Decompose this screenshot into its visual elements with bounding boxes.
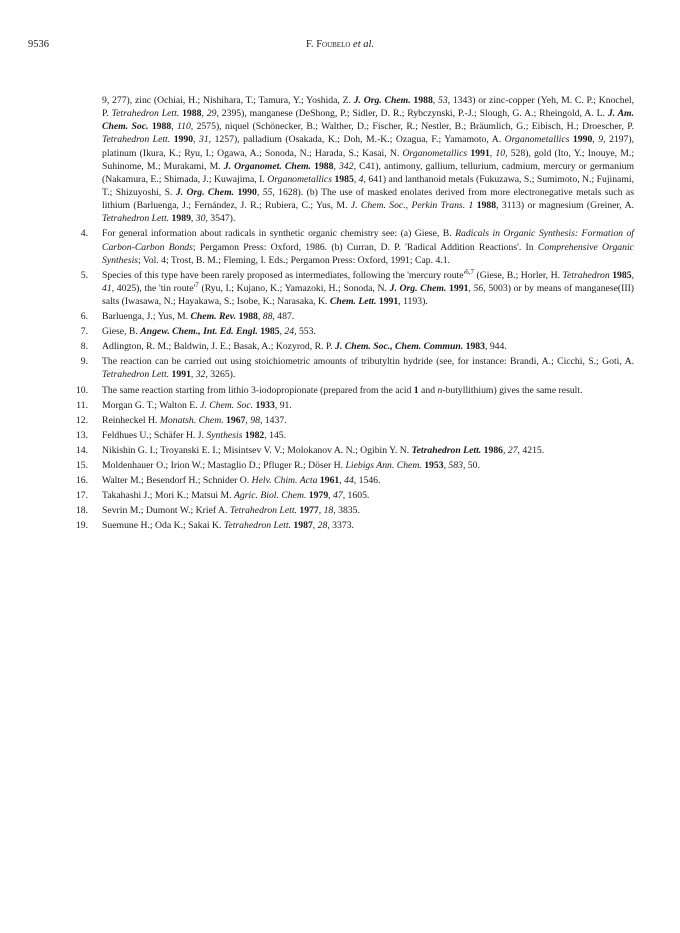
reference-segment: , xyxy=(489,147,496,159)
reference-item xyxy=(66,489,634,502)
reference-segment: 1987 xyxy=(293,519,313,531)
reference-number: 11. xyxy=(76,399,88,411)
reference-text xyxy=(102,384,634,397)
reference-segment: , xyxy=(256,187,263,199)
reference-number: 14. xyxy=(75,444,88,456)
reference-segment: , xyxy=(193,134,199,146)
reference-segment: , 4215. xyxy=(517,444,545,456)
reference-segment: , 1257), palladium (Osakada, K.; Doh, M.-K.; Ozagua, F.; Yamamoto, A. xyxy=(208,134,505,146)
reference-segment: Moldenhauer O.; Irion W.; Mastaglio D.; Pfluger R.; Döser H. xyxy=(102,459,346,471)
reference-number: 6. xyxy=(80,311,88,323)
author-initial: F. xyxy=(305,39,317,50)
reference-item xyxy=(66,227,634,266)
reference-text xyxy=(102,340,634,353)
reference-segment: Organometallics xyxy=(267,173,332,185)
reference-segment: Takahashi J.; Mori K.; Matsui M. xyxy=(102,489,234,501)
reference-segment: Nikishin G. I.; Troyanski E. I.; Misintsev V. V.; Molokanov A. N.; Ogibin Y. N. xyxy=(102,444,412,456)
reference-segment: , xyxy=(443,459,449,471)
reference-segment: Tetrahedron Lett. xyxy=(102,213,170,225)
reference-segment: , xyxy=(245,414,251,426)
reference-number: 10. xyxy=(75,384,88,396)
reference-segment: J. Am. Chem. Soc. xyxy=(102,108,635,133)
reference-segment: 24 xyxy=(284,326,295,338)
reference-segment: 31 xyxy=(198,134,209,146)
reference-segment: Tetrahedron Lett. xyxy=(102,369,170,381)
reference-segment: Comprehensive Organic Synthesis xyxy=(102,241,634,266)
reference-number: 15. xyxy=(75,459,88,471)
reference-segment: , 50. xyxy=(462,459,480,471)
reference-text xyxy=(102,355,634,381)
reference-segment: 29 xyxy=(206,108,217,120)
author-surname: Foubelo xyxy=(316,39,351,50)
reference-segment: , 1343) or zinc-copper (Yeh, M. C. P.; Knochel, P. xyxy=(102,95,634,120)
reference-segment: Tetrahedron Lett. xyxy=(102,134,171,146)
reference-segment: Helv. Chim. Acta xyxy=(251,474,318,486)
reference-text xyxy=(102,269,634,308)
reference-segment: 10 xyxy=(495,147,506,159)
reference-segment: 1990 xyxy=(237,187,257,199)
reference-segment: 1989 xyxy=(171,213,191,225)
reference-segment: 1985 xyxy=(334,173,354,185)
reference-number: 19. xyxy=(75,519,88,531)
reference-segment: , 3113) or magnesium (Greiner, A. xyxy=(496,200,635,212)
reference-segment: 28 xyxy=(317,519,328,531)
reference-segment: Giese, B. xyxy=(102,326,141,338)
reference-segment: , xyxy=(190,369,196,381)
reference-segment: 41 xyxy=(102,282,112,294)
reference-segment: 18 xyxy=(323,504,334,516)
reference-text xyxy=(102,310,634,323)
reference-segment: , 2395), manganese (DeShong, P.; Sidler, D. R.; Rybczynski, P.-J.; Slough, G. A.; Rheingold, A. L. xyxy=(216,108,608,120)
reference-segment: The reaction can be carried out using stoichiometric amounts of tributyltin hydride (see, for instance: Brandi, A.; Cicchi, S.; Goti, A. xyxy=(102,356,634,368)
reference-segment: 342 xyxy=(339,160,354,172)
reference-segment: 1961 xyxy=(319,474,340,486)
reference-segment: 1988 xyxy=(151,121,172,133)
reference-item xyxy=(66,355,634,381)
reference-text xyxy=(102,489,634,502)
reference-segment: , 91. xyxy=(274,399,292,411)
reference-segment: , xyxy=(171,121,177,133)
reference-number: 16. xyxy=(75,474,88,486)
reference-segment: 27 xyxy=(507,444,518,456)
reference-item xyxy=(66,269,634,308)
reference-segment: Organometallics xyxy=(504,134,570,146)
reference-segment: 1 xyxy=(413,384,419,396)
reference-segment: Suemune H.; Oda K.; Sakai K. xyxy=(102,519,224,531)
reference-segment: 98 xyxy=(250,414,260,426)
reference-segment: , 944. xyxy=(484,341,507,353)
reference-segment: 583 xyxy=(448,459,463,471)
reference-segment: 110 xyxy=(176,121,191,133)
reference-item xyxy=(66,340,634,353)
et-al: et al. xyxy=(350,39,375,50)
page-header xyxy=(28,38,652,52)
reference-segment: , 3265). xyxy=(205,369,236,381)
reference-segment: , 145. xyxy=(264,429,287,441)
reference-segment: 1991 xyxy=(171,369,191,381)
reference-segment: 1953 xyxy=(424,459,444,471)
reference-item xyxy=(66,414,634,427)
reference-segment: Sevrin M.; Dumont W.; Krief A. xyxy=(102,504,230,516)
reference-segment: , 2575), niquel (Schönecker, B.; Walther, D.; Fischer, R.; Nestler, B.; Bräumlich, G.; Eibisch, H.; Droescher, P. xyxy=(190,121,635,133)
reference-segment: 9 xyxy=(598,134,604,146)
reference-number: 7. xyxy=(80,326,88,338)
reference-item xyxy=(66,325,634,338)
reference-segment: , 553. xyxy=(294,326,316,338)
reference-segment: 1977 xyxy=(299,504,319,516)
reference-item xyxy=(66,94,634,226)
reference-segment: 1990 xyxy=(572,134,593,146)
reference-text xyxy=(102,227,634,266)
reference-segment: J. Org. Chem. xyxy=(389,282,447,294)
reference-number: 13. xyxy=(75,429,88,441)
reference-segment: For general information about radicals in synthetic organic chemistry see: (a) Giese, B. xyxy=(102,228,456,240)
reference-segment: , 2197), platinum (Ikura, K.; Ryu, I.; Ogawa, A.; Sonoda, N.; Harada, S.; Kasai, N. xyxy=(102,134,635,159)
reference-segment: , 4025), the 'tin route' xyxy=(111,282,196,294)
reference-segment: Adlington, R. M.; Baldwin, J. E.; Basak, A.; Kozyrod, R. P. xyxy=(102,341,336,353)
reference-segment: 30 xyxy=(195,213,206,225)
reference-item xyxy=(66,310,634,323)
reference-segment: Synthesis xyxy=(206,429,243,441)
reference-segment: 1991 xyxy=(470,147,490,159)
reference-segment: , xyxy=(432,95,438,106)
reference-segment: , 1605. xyxy=(342,489,370,501)
reference-segment: 1988 xyxy=(182,108,202,120)
reference-segment: Reinheckel H. xyxy=(102,414,160,426)
reference-segment: 53 xyxy=(437,95,448,106)
reference-segment: , 1628). (b) The use of masked enolates derived from more electronegative metals such as lithium (Barluenga, J.; Fernández, J. R.; Rubiera, C.; Yus, M. xyxy=(102,187,635,212)
reference-segment: 88 xyxy=(262,311,273,323)
reference-segment: 56 xyxy=(473,282,484,294)
reference-segment: , xyxy=(353,173,359,185)
reference-item xyxy=(66,474,634,487)
reference-text xyxy=(102,429,634,442)
reference-segment: , 3373. xyxy=(327,519,354,531)
reference-text xyxy=(102,519,634,532)
reference-segment: 47 xyxy=(333,489,343,501)
reference-segment: , xyxy=(631,269,634,281)
reference-segment: 44 xyxy=(344,474,354,486)
reference-segment: , xyxy=(468,282,474,294)
reference-item xyxy=(66,504,634,517)
reference-segment: , 3547). xyxy=(205,213,236,225)
reference-segment: , xyxy=(312,519,318,531)
reference-segment: 9, 277), zinc (Ochiai, H.; Nishihara, T.; Tamura, Y.; Yoshida, Z. xyxy=(102,95,354,106)
reference-segment: , 641) and lanthanoid metals (Fukuzawa, S.; Sumimoto, N.; Fujinami, T.; Shizuyoshi, S. xyxy=(102,173,635,199)
reference-segment: Barluenga, J.; Yus, M. xyxy=(102,311,191,323)
reference-item xyxy=(66,444,634,457)
reference-segment: , xyxy=(190,213,196,225)
reference-segment: , xyxy=(503,444,508,456)
reference-segment: 1979 xyxy=(308,489,329,501)
reference-text xyxy=(102,94,634,226)
reference-segment: J. Org. Chem. xyxy=(175,187,235,199)
reference-text xyxy=(102,459,634,472)
reference-list xyxy=(66,94,634,534)
reference-segment: 1988 xyxy=(476,200,497,212)
reference-segment: Species of this type have been rarely proposed as intermediates, following the 'mercury route' xyxy=(102,269,466,281)
reference-segment: 6,7 xyxy=(465,267,475,276)
reference-segment: -butyllithium) gives the same result. xyxy=(442,384,583,396)
reference-segment: 1933 xyxy=(255,399,275,411)
reference-number: 5. xyxy=(80,269,88,281)
reference-segment: Feldhues U.; Schäfer H. J. xyxy=(102,429,207,441)
reference-number: 12. xyxy=(75,414,88,426)
reference-segment: J. Chem. Soc., Chem. Commun. xyxy=(335,341,464,353)
reference-segment: ; Vol. 4; Trost, B. M.; Fleming, I. Eds.; Pergamon Press: Oxford, 1991; Cap. 4.1. xyxy=(138,254,450,266)
reference-item xyxy=(66,399,634,412)
reference-segment: J. Org. Chem. xyxy=(353,95,411,106)
reference-text xyxy=(102,325,634,338)
reference-segment: Tetrahedron Lett. xyxy=(411,444,482,456)
reference-segment: ; Pergamon Press: Oxford, 1986. (b) Curran, D. P. 'Radical Addition Reactions'. In xyxy=(192,241,538,253)
reference-segment: 1991 xyxy=(378,296,399,308)
reference-segment: , xyxy=(257,311,263,323)
reference-segment: , 1546. xyxy=(353,474,381,486)
reference-segment: (Ryu, I.; Kujano, K.; Yamazoki, H.; Sonoda, N. xyxy=(198,282,390,294)
reference-segment: , 3835. xyxy=(333,504,360,516)
reference-text xyxy=(102,474,634,487)
reference-segment: Angew. Chem., Int. Ed. Engl. xyxy=(140,326,258,338)
reference-segment: , 528), gold (Ito, Y.; Inouye, M.; Suhinome, M.; Murakami, M. xyxy=(102,147,635,172)
reference-segment: Tetrahedron Lett. xyxy=(111,108,180,120)
reference-segment: , 1437. xyxy=(259,414,287,426)
reference-segment: (Giese, B.; Horler, H. xyxy=(474,269,563,281)
reference-item xyxy=(66,459,634,472)
reference-segment: 1985 xyxy=(260,326,280,338)
reference-segment: , xyxy=(318,504,324,516)
running-head xyxy=(28,38,652,52)
reference-number: 17. xyxy=(75,489,88,501)
reference-segment: 1991 xyxy=(449,282,469,294)
reference-segment: , xyxy=(279,326,285,338)
reference-segment: Liebigs Ann. Chem. xyxy=(345,459,422,471)
reference-segment: Chem. Rev. xyxy=(190,311,237,323)
reference-segment: 4 xyxy=(358,173,364,185)
reference-segment: , 1193). xyxy=(398,296,428,308)
reference-segment: , 487. xyxy=(272,311,295,323)
reference-segment: Morgan G. T.; Walton E. xyxy=(102,399,201,411)
reference-segment: , C41), antimony, gallium, tellurium, cadmium, mercury or germanium (Nakamura, E.; Shimada, J.; Kuwajima, I. xyxy=(102,160,635,185)
reference-item xyxy=(66,429,634,442)
reference-segment: Chem. Lett. xyxy=(329,296,377,308)
page-number: 9536 xyxy=(28,39,49,50)
reference-segment: , xyxy=(592,134,599,146)
reference-segment: , xyxy=(333,160,340,172)
reference-item xyxy=(66,384,634,397)
reference-text xyxy=(102,444,634,457)
reference-segment: , 5003) or by means of manganese(III) salts (Iwasawa, N.; Hayakawa, S.; Isobe, K.; Narasaka, K. xyxy=(102,282,635,308)
reference-segment: 1988 xyxy=(413,95,433,106)
reference-segment: J. Chem. Soc. xyxy=(200,399,254,411)
reference-number: 4. xyxy=(80,228,88,240)
reference-segment: Tetrahedron xyxy=(562,269,610,281)
reference-text xyxy=(102,399,634,412)
reference-segment: , xyxy=(339,474,345,486)
reference-segment: Tetrahedron Lett. xyxy=(223,519,291,531)
reference-segment: 1983 xyxy=(465,341,485,353)
reference-segment: Tetrahedron Lett. xyxy=(229,504,297,516)
reference-segment: 1988 xyxy=(238,311,258,323)
reference-segment: J. Organomet. Chem. xyxy=(223,160,311,172)
reference-item xyxy=(66,519,634,532)
reference-segment: J. Chem. Soc., Perkin Trans. 1 xyxy=(350,200,474,212)
reference-segment: Radicals in Organic Synthesis: Formation of Carbon-Carbon Bonds xyxy=(102,228,634,253)
reference-segment: , xyxy=(328,489,334,501)
reference-segment: Agric. Biol. Chem. xyxy=(233,489,307,501)
reference-number: 8. xyxy=(80,341,88,353)
reference-text xyxy=(102,414,634,427)
reference-segment: and xyxy=(418,384,438,396)
reference-segment: 1967 xyxy=(226,414,246,426)
reference-segment: Organometallics xyxy=(402,147,468,159)
reference-segment: 1988 xyxy=(314,160,334,172)
reference-segment: , xyxy=(201,108,207,120)
reference-segment: 1986 xyxy=(483,444,503,456)
reference-number: 9. xyxy=(80,356,88,368)
reference-text xyxy=(102,504,634,517)
reference-segment: The same reaction starting from lithio 3-iodopropionate (prepared from the acid xyxy=(102,384,414,396)
reference-number: 18. xyxy=(75,504,88,516)
reference-segment: Walter M.; Besendorf H.; Schnider O. xyxy=(102,474,252,486)
reference-segment: Monatsh. Chem. xyxy=(159,414,224,426)
reference-segment: 32 xyxy=(195,369,206,381)
reference-segment: 7 xyxy=(195,280,199,289)
reference-segment: 1990 xyxy=(173,134,194,146)
reference-segment: n xyxy=(437,384,443,396)
reference-segment: 1985 xyxy=(612,269,632,281)
reference-segment: 1982 xyxy=(244,429,265,441)
reference-segment: 55 xyxy=(262,187,273,199)
